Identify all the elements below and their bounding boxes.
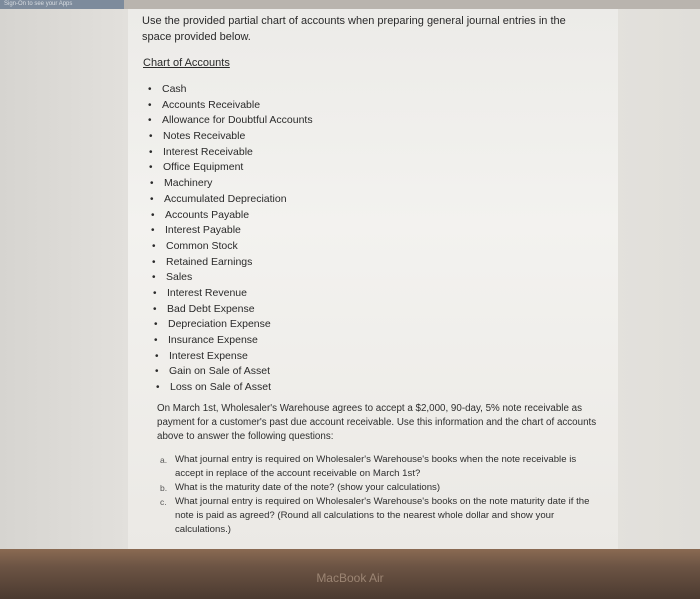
list-item: • Interest Payable — [148, 223, 313, 239]
bullet-icon: • — [153, 287, 157, 299]
list-item: • Gain on Sale of Asset — [148, 364, 313, 380]
bullet-icon: • — [150, 193, 154, 205]
bullet-icon: • — [152, 256, 156, 268]
list-item: • Loss on Sale of Asset — [148, 380, 313, 396]
bullet-icon: • — [149, 131, 153, 143]
laptop-bezel — [0, 549, 700, 599]
question-letter: a. — [160, 455, 168, 465]
list-item: • Cash — [148, 82, 313, 98]
bullet-icon: • — [152, 272, 156, 284]
list-item: • Accounts Receivable — [148, 98, 313, 114]
accounts-list — [148, 82, 313, 396]
list-item: • Depreciation Expense — [148, 317, 313, 333]
list-item: • Bad Debt Expense — [148, 302, 313, 318]
question-text: What journal entry is required on Wholesaler's Warehouse's books on the note maturity date if the note is paid as agreed? (Round all calculations to the nearest whole dollar and show your calculations.) — [175, 496, 590, 535]
bullet-icon: • — [148, 115, 152, 127]
question-letter: c. — [160, 497, 167, 507]
bullet-icon: • — [148, 84, 152, 95]
list-item: • Office Equipment — [148, 160, 313, 176]
question-b — [160, 481, 600, 495]
list-item: • Notes Receivable — [148, 129, 313, 145]
bullet-icon: • — [152, 240, 156, 252]
browser-tab[interactable]: Sign-On to see your Apps — [0, 0, 124, 9]
list-item: • Accumulated Depreciation — [148, 192, 313, 208]
questions-list — [160, 453, 600, 537]
list-item: • Interest Receivable — [148, 145, 313, 161]
bullet-icon: • — [149, 162, 153, 174]
bullet-icon: • — [155, 366, 159, 378]
bullet-icon: • — [155, 350, 159, 362]
list-item: • Interest Expense — [148, 349, 313, 365]
browser-top-bar — [0, 0, 700, 9]
list-item: • Interest Revenue — [148, 286, 313, 302]
bullet-icon: • — [153, 303, 157, 315]
list-item: • Retained Earnings — [148, 255, 313, 271]
bullet-icon: • — [151, 209, 155, 221]
list-item: • Common Stock — [148, 239, 313, 255]
browser-tab-center[interactable] — [300, 0, 450, 9]
bullet-icon: • — [151, 225, 155, 237]
list-item: • Machinery — [148, 176, 313, 192]
bullet-icon: • — [154, 335, 158, 346]
bullet-icon: • — [149, 146, 153, 158]
bullet-icon: • — [154, 319, 158, 331]
device-label: MacBook Air — [316, 571, 384, 585]
question-letter: b. — [160, 483, 168, 493]
question-text: What is the maturity date of the note? (show your calculations) — [175, 482, 441, 493]
question-text: What journal entry is required on Wholesaler's Warehouse's books when the note receivable is accept in replace of the account receivable on March 1st? — [175, 454, 577, 479]
list-item: • Allowance for Doubtful Accounts — [148, 113, 313, 129]
bullet-icon: • — [156, 382, 160, 394]
question-a — [160, 453, 600, 481]
bullet-icon: • — [148, 99, 152, 111]
intro-text: Use the provided partial chart of accounts when preparing general journal entries in the space provided below. — [142, 15, 566, 43]
question-c — [160, 495, 600, 537]
scenario-text: On March 1st, Wholesaler's Warehouse agrees to accept a $2,000, 90-day, 5% note receivable as payment for a customer's past due account receivable. Use this information and the chart of accounts above to answer the following questions: — [157, 403, 597, 442]
list-item: • Accounts Payable — [148, 208, 313, 224]
list-item: • Insurance Expense — [148, 333, 313, 349]
bullet-icon: • — [150, 178, 154, 190]
list-item: • Sales — [148, 270, 313, 286]
chart-of-accounts-heading: Chart of Accounts — [143, 57, 230, 69]
